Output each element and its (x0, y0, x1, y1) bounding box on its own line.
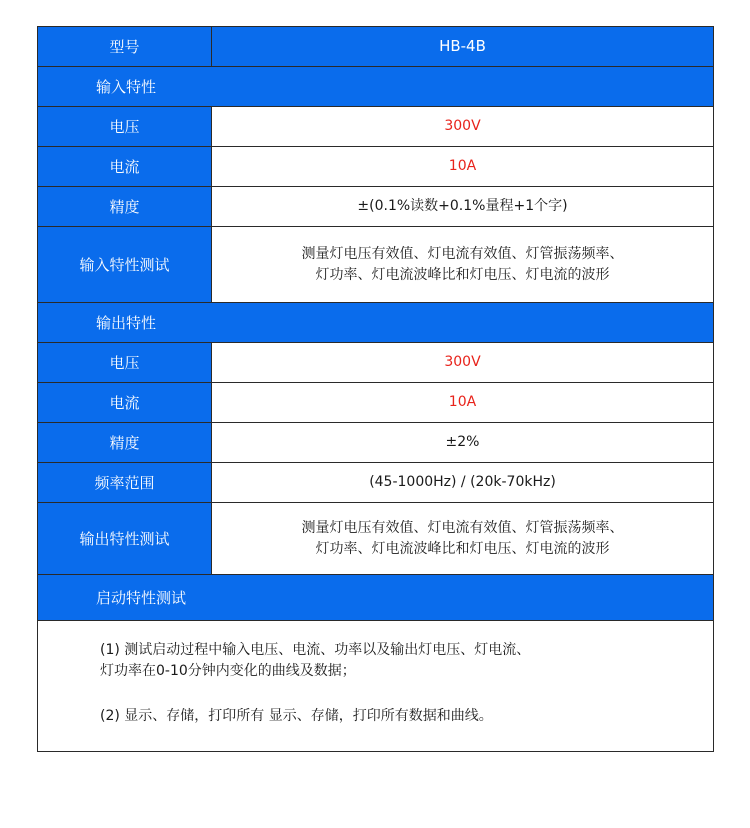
output-voltage-label: 电压 (38, 343, 212, 382)
spec-table (37, 26, 714, 752)
output-accuracy-row (38, 423, 713, 463)
output-frequency-label: 频率范围 (38, 463, 212, 502)
input-test-line: 灯功率、灯电流波峰比和灯电压、灯电流的波形 (315, 266, 610, 283)
input-test-label: 输入特性测试 (38, 227, 212, 302)
output-test-line: 测量灯电压有效值、灯电流有效值、灯管振荡频率、 (301, 519, 624, 536)
startup-description (38, 621, 713, 751)
input-accuracy-value: ±(0.1%读数+0.1%量程+1个字) (212, 187, 713, 226)
model-row (38, 27, 713, 67)
input-section-title: 输入特性 (38, 67, 713, 107)
startup-section-title: 启动特性测试 (38, 575, 713, 621)
startup-item-line: (2) 显示、存储，打印所有 显示、存储，打印所有数据和曲线。 (100, 708, 493, 724)
startup-item-line: 灯功率在0-10分钟内变化的曲线及数据； (100, 663, 356, 679)
output-current-row (38, 383, 713, 423)
input-test-line: 测量灯电压有效值、灯电流有效值、灯管振荡频率、 (301, 245, 624, 262)
input-current-label: 电流 (38, 147, 212, 186)
output-test-label: 输出特性测试 (38, 503, 212, 574)
model-value: HB-4B (212, 27, 713, 66)
input-accuracy-label: 精度 (38, 187, 212, 226)
output-test-value (212, 503, 713, 574)
output-accuracy-value: ±2% (212, 423, 713, 462)
output-frequency-row (38, 463, 713, 503)
output-frequency-value: (45-1000Hz) / (20k-70kHz) (212, 463, 713, 502)
output-section-title: 输出特性 (38, 303, 713, 343)
startup-item-line: (1) 测试启动过程中输入电压、电流、功率以及输出灯电压、灯电流、 (100, 642, 531, 658)
output-current-label: 电流 (38, 383, 212, 422)
input-voltage-value: 300V (212, 107, 713, 146)
input-voltage-row (38, 107, 713, 147)
model-label: 型号 (38, 27, 212, 66)
input-test-row (38, 227, 713, 303)
input-test-value (212, 227, 713, 302)
input-accuracy-row (38, 187, 713, 227)
output-current-value: 10A (212, 383, 713, 422)
input-current-row (38, 147, 713, 187)
input-current-value: 10A (212, 147, 713, 186)
output-test-row (38, 503, 713, 575)
output-accuracy-label: 精度 (38, 423, 212, 462)
input-voltage-label: 电压 (38, 107, 212, 146)
output-voltage-value: 300V (212, 343, 713, 382)
output-voltage-row (38, 343, 713, 383)
output-test-line: 灯功率、灯电流波峰比和灯电压、灯电流的波形 (315, 540, 610, 557)
